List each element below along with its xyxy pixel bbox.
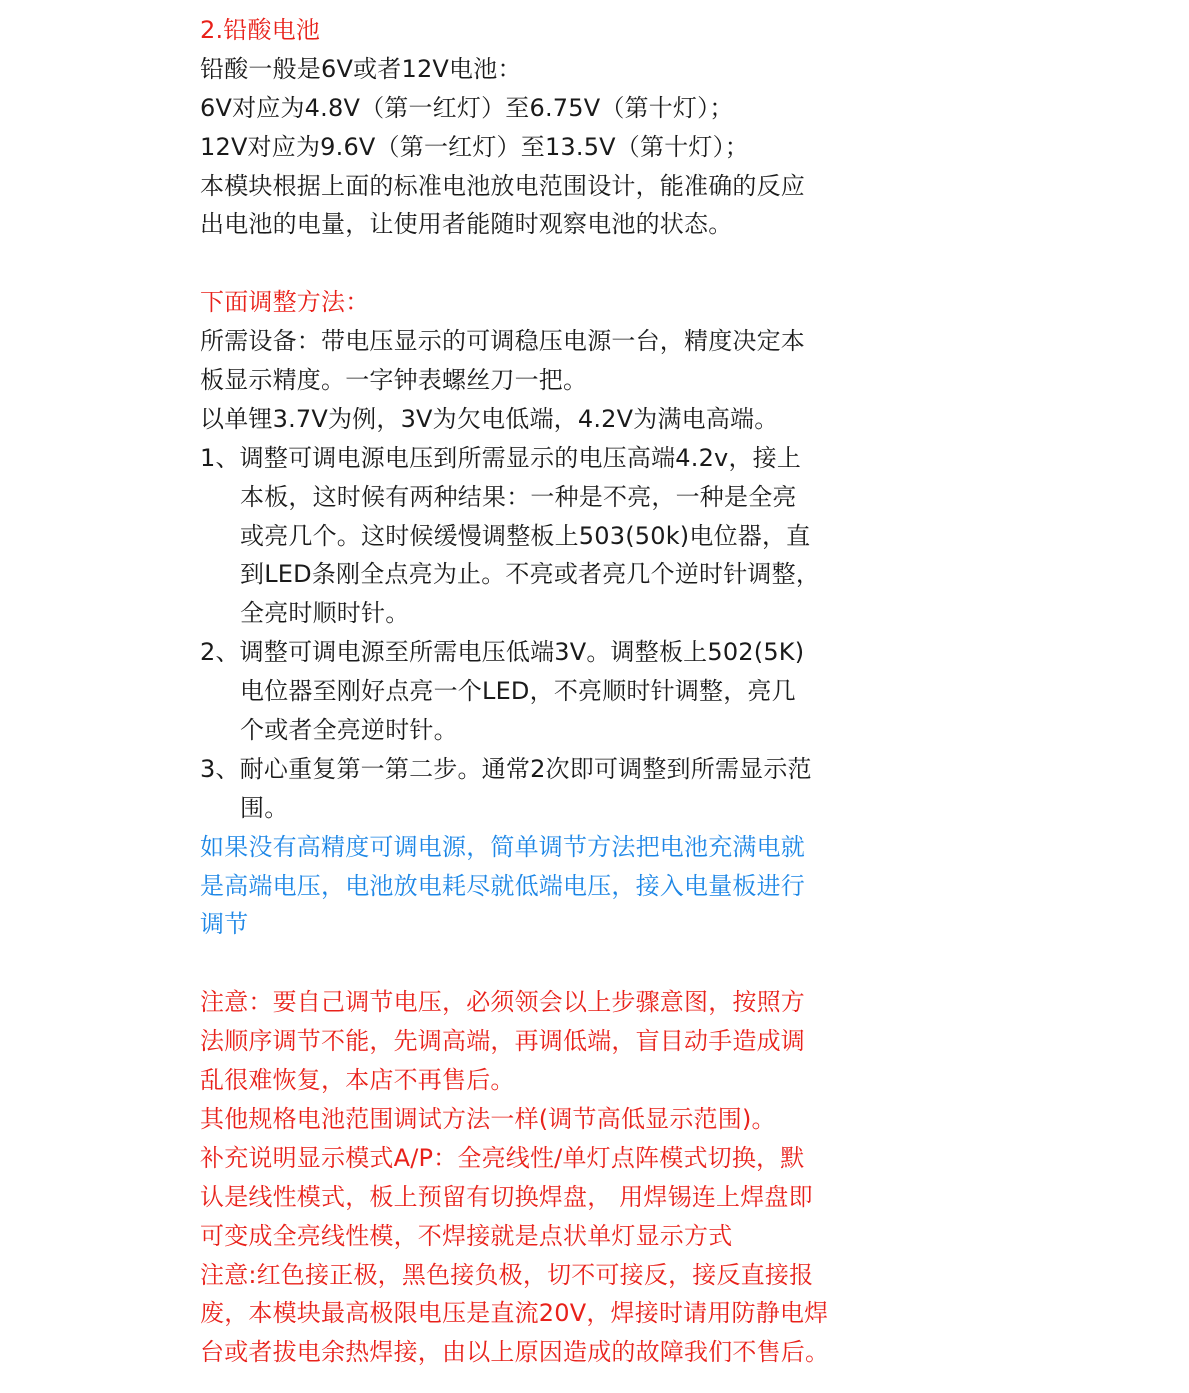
step2-line: 电位器至刚好点亮一个LED，不亮顺时针调整，亮几	[240, 677, 796, 706]
adjust-method-title: 下面调整方法：	[200, 288, 370, 317]
simple-method-line: 是高端电压，电池放电耗尽就低端电压，接入电量板进行	[200, 871, 805, 900]
spacer	[200, 244, 880, 283]
step1-line: 本板，这时候有两种结果：一种是不亮，一种是全亮	[240, 482, 797, 511]
simple-method-line: 调节	[200, 910, 249, 939]
adjust-intro-line: 板显示精度。一字钟表螺丝刀一把。	[200, 366, 588, 395]
other-specs-line: 其他规格电池范围调试方法一样(调节高低显示范围)。	[200, 1104, 776, 1133]
step3-line: 3、耐心重复第一第二步。通常2次即可调整到所需显示范	[200, 754, 812, 783]
adjust-intro-line: 以单锂3.7V为例，3V为欠电低端，4.2V为满电高端。	[200, 404, 779, 433]
notice2-line: 注意:红色接正极，黑色接负极，切不可接反，接反直接报	[200, 1260, 814, 1289]
step1-line: 到LED条刚全点亮为止。不亮或者亮几个逆时针调整，	[240, 560, 821, 589]
notice2-line: 废，本模块最高极限电压是直流20V，焊接时请用防静电焊	[200, 1299, 829, 1328]
supplement-line: 认是线性模式，板上预留有切换焊盘， 用焊锡连上焊盘即	[200, 1182, 813, 1211]
notice2-line: 台或者拔电余热焊接，由以上原因造成的故障我们不售后。	[200, 1338, 830, 1367]
lead-acid-title: 2.铅酸电池	[200, 16, 321, 44]
lead-acid-line: 6V对应为4.8V（第一红灯）至6.75V（第十灯）；	[200, 93, 734, 122]
lead-acid-line: 出电池的电量，让使用者能随时观察电池的状态。	[200, 210, 733, 239]
simple-method-line: 如果没有高精度可调电源，简单调节方法把电池充满电就	[200, 832, 805, 861]
step1-line: 或亮几个。这时候缓慢调整板上503(50k)电位器，直	[240, 521, 811, 550]
adjust-intro-line: 所需设备：带电压显示的可调稳压电源一台，精度决定本	[200, 327, 805, 356]
step2-line: 2、调整可调电源至所需电压低端3V。调整板上502(5K)	[200, 638, 805, 667]
step1-line: 全亮时顺时针。	[240, 599, 410, 628]
step2-line: 个或者全亮逆时针。	[240, 716, 458, 745]
step1-line: 1、调整可调电源电压到所需显示的电压高端4.2v，接上	[200, 443, 802, 472]
lead-acid-line: 本模块根据上面的标准电池放电范围设计，能准确的反应	[200, 171, 805, 200]
notice1-line: 注意：要自己调节电压，必须领会以上步骤意图，按照方	[200, 988, 805, 1017]
spacer	[200, 944, 880, 983]
notice1-line: 乱很难恢复，本店不再售后。	[200, 1066, 515, 1095]
lead-acid-line: 12V对应为9.6V（第一红灯）至13.5V（第十灯）；	[200, 132, 749, 161]
notice1-line: 法顺序调节不能，先调高端，再调低端，盲目动手造成调	[200, 1027, 805, 1056]
supplement-line: 补充说明显示模式A/P：全亮线性/单灯点阵模式切换，默	[200, 1143, 805, 1172]
step3-line: 围。	[240, 793, 289, 822]
supplement-line: 可变成全亮线性模，不焊接就是点状单灯显示方式	[200, 1221, 733, 1250]
document-body	[200, 11, 880, 1372]
lead-acid-line: 铅酸一般是6V或者12V电池：	[200, 54, 522, 83]
